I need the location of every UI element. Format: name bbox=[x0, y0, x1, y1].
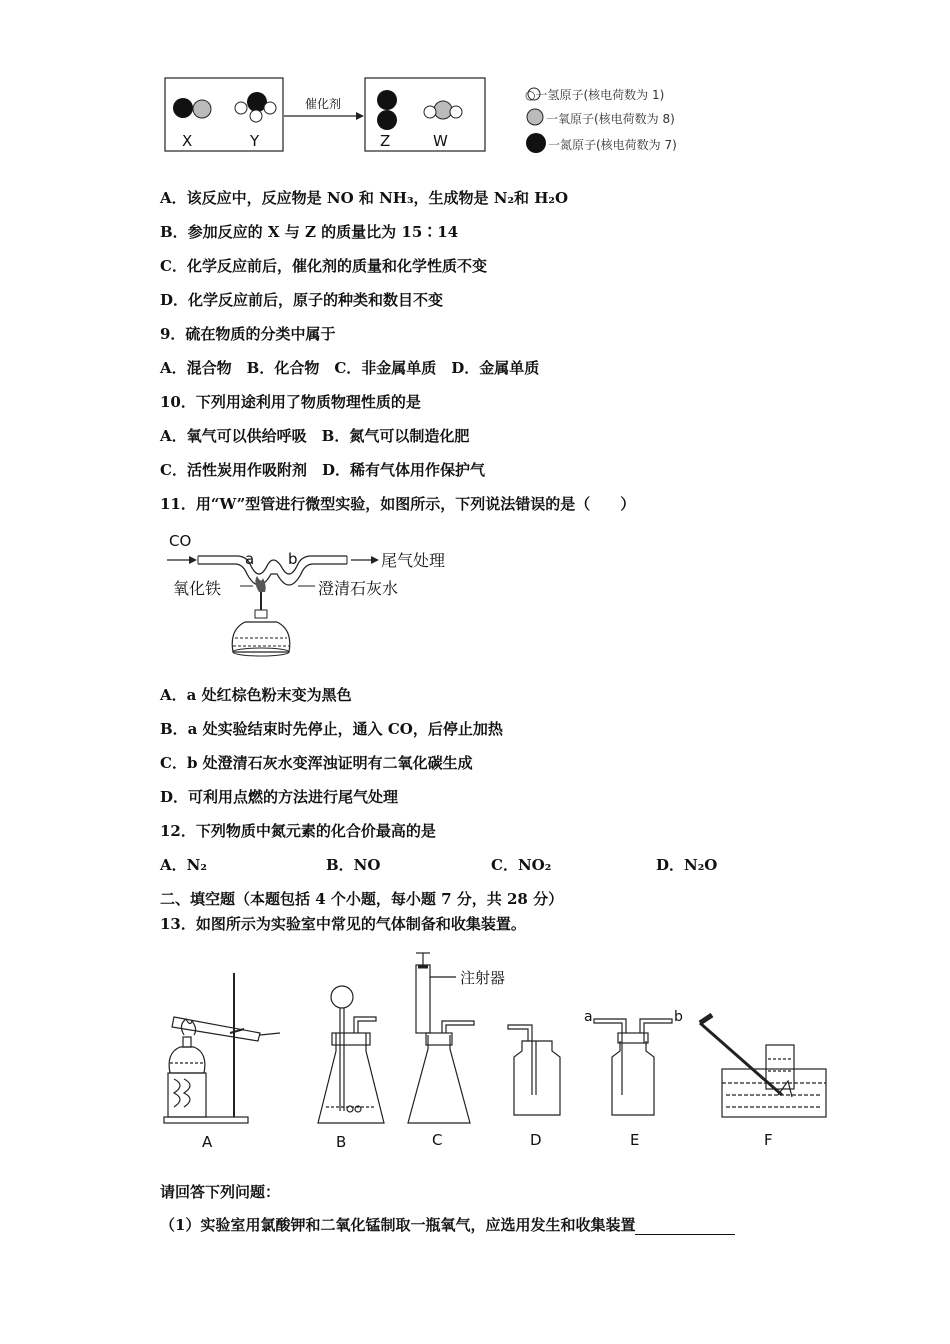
q13-stem: 13．如图所示为实验室中常见的气体制备和收集装置。 bbox=[160, 915, 526, 933]
q10-options-row1: A．氧气可以供给呼吸 B．氮气可以制造化肥 bbox=[160, 427, 470, 445]
q9-options: A．混合物 B．化合物 C．非金属单质 D．金属单质 bbox=[160, 359, 540, 377]
q11-option-b: B．a 处实验结束时先停止，通入 CO，后停止加热 bbox=[160, 720, 503, 738]
apparatus-label-e: E bbox=[630, 1131, 640, 1149]
q12-option-b: B．NO bbox=[326, 856, 381, 874]
limewater-label: 澄清石灰水 bbox=[318, 579, 399, 598]
port-b-label: b bbox=[674, 1009, 683, 1025]
legend-oxygen: 一氧原子(核电荷数为 8) bbox=[546, 112, 675, 126]
mol-label-z: Z bbox=[380, 132, 391, 150]
legend-nitrogen: 一氮原子(核电荷数为 7) bbox=[548, 138, 677, 152]
mol-label-y: Y bbox=[250, 132, 260, 150]
tail-gas-label: 尾气处理 bbox=[381, 551, 446, 570]
mol-label-x: X bbox=[182, 132, 193, 150]
q12-option-a: A．N₂ bbox=[160, 856, 207, 874]
q11-option-a: A．a 处红棕色粉末变为黑色 bbox=[160, 686, 352, 704]
catalyst-label: 催化剂 bbox=[305, 97, 342, 111]
point-a-label: a bbox=[245, 550, 255, 568]
q11-option-c: C．b 处澄清石灰水变浑浊证明有二氧化碳生成 bbox=[160, 754, 473, 772]
q12-options bbox=[160, 854, 760, 874]
nitrogen-atom bbox=[173, 98, 193, 118]
q12-option-c: C．NO₂ bbox=[491, 856, 552, 874]
q8-option-d: D．化学反应前后，原子的种类和数目不变 bbox=[160, 291, 444, 309]
q12-option-d: D．N₂O bbox=[656, 856, 718, 874]
answer-blank[interactable] bbox=[635, 1220, 735, 1235]
port-a-label: a bbox=[584, 1009, 593, 1025]
apparatus-label-a: A bbox=[202, 1133, 213, 1151]
co-label: CO bbox=[169, 532, 192, 550]
q13-sub1 bbox=[160, 1214, 735, 1235]
q9-stem: 9．硫在物质的分类中属于 bbox=[160, 325, 336, 343]
iron-oxide-label: 氧化铁 bbox=[173, 579, 222, 598]
apparatus-label-c: C bbox=[432, 1131, 443, 1149]
apparatus-figure bbox=[160, 945, 830, 1155]
q10-options-row2: C．活性炭用作吸附剂 D．稀有气体用作保护气 bbox=[160, 461, 485, 479]
mol-label-w: W bbox=[433, 132, 448, 150]
point-b-label: b bbox=[288, 550, 298, 568]
syringe-label: 注射器 bbox=[460, 969, 506, 987]
q13-sub1-text: （1）实验室用氯酸钾和二氧化锰制取一瓶氧气，应选用发生和收集装置 bbox=[160, 1216, 636, 1234]
q10-stem: 10．下列用途利用了物质物理性质的是 bbox=[160, 393, 421, 411]
w-tube-figure bbox=[165, 530, 465, 665]
q8-option-c: C．化学反应前后，催化剂的质量和化学性质不变 bbox=[160, 257, 487, 275]
q11-option-d: D．可利用点燃的方法进行尾气处理 bbox=[160, 788, 399, 806]
q8-option-b: B．参加反应的 X 与 Z 的质量比为 15∶14 bbox=[160, 223, 459, 241]
q13-prompt: 请回答下列问题： bbox=[160, 1183, 281, 1201]
apparatus-label-d: D bbox=[530, 1131, 542, 1149]
legend-hydrogen: ○一氢原子(核电荷数为 1) bbox=[525, 88, 665, 102]
q8-option-a: A．该反应中，反应物是 NO 和 NH₃，生成物是 N₂和 H₂O bbox=[160, 189, 569, 207]
apparatus-label-f: F bbox=[764, 1131, 773, 1149]
section-title: 二、填空题（本题包括 4 个小题，每小题 7 分，共 28 分） bbox=[160, 890, 564, 908]
q12-stem: 12．下列物质中氮元素的化合价最高的是 bbox=[160, 822, 436, 840]
reaction-figure bbox=[160, 72, 740, 158]
apparatus-label-b: B bbox=[336, 1133, 347, 1151]
q11-stem: 11．用“W”型管进行微型实验，如图所示，下列说法错误的是（ ） bbox=[160, 495, 636, 513]
